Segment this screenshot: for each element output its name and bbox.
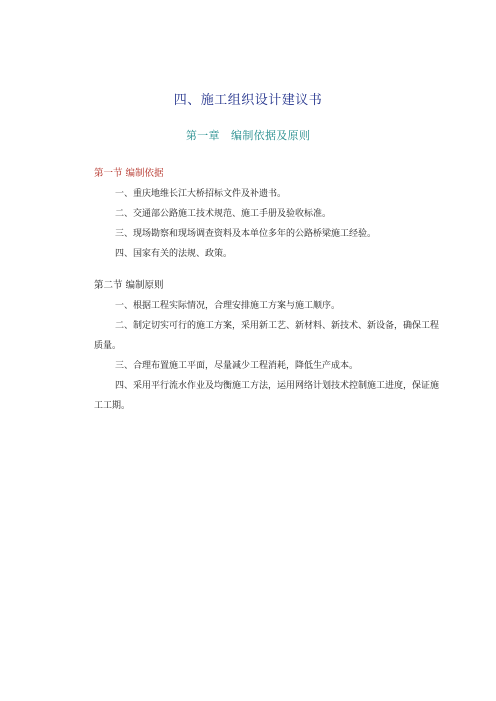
list-item: 三、合理布置施工平面，尽量减少工程消耗，降低生产成本。 xyxy=(115,361,359,371)
section-heading: 第一节 编制依据 xyxy=(94,168,164,179)
section-heading: 第二节 编制原则 xyxy=(94,280,164,291)
list-item: 四、采用平行流水作业及均衡施工方法，运用网络计划技术控制施工进度，保证施工工期。 xyxy=(94,381,440,411)
section-principles xyxy=(94,276,444,416)
document-title: 四、施工组织设计建议书 xyxy=(173,93,323,108)
list-item: 四、国家有关的法规、政策。 xyxy=(115,249,233,259)
list-item: 一、根据工程实际情况，合理安排施工方案与施工顺序。 xyxy=(115,301,341,311)
list-item: 二、交通部公路施工技术规范、施工手册及验收标准。 xyxy=(115,209,332,219)
chapter-title: 第一章 编制依据及原则 xyxy=(185,129,311,142)
section-basis xyxy=(94,164,444,264)
list-item: 三、现场勘察和现场调查资料及本单位多年的公路桥梁施工经验。 xyxy=(115,229,377,239)
list-item: 二、制定切实可行的施工方案，采用新工艺、新材料、新技术、新设备，确保工程质量。 xyxy=(94,321,440,351)
list-item: 一、重庆地维长江大桥招标文件及补遗书。 xyxy=(115,189,287,199)
